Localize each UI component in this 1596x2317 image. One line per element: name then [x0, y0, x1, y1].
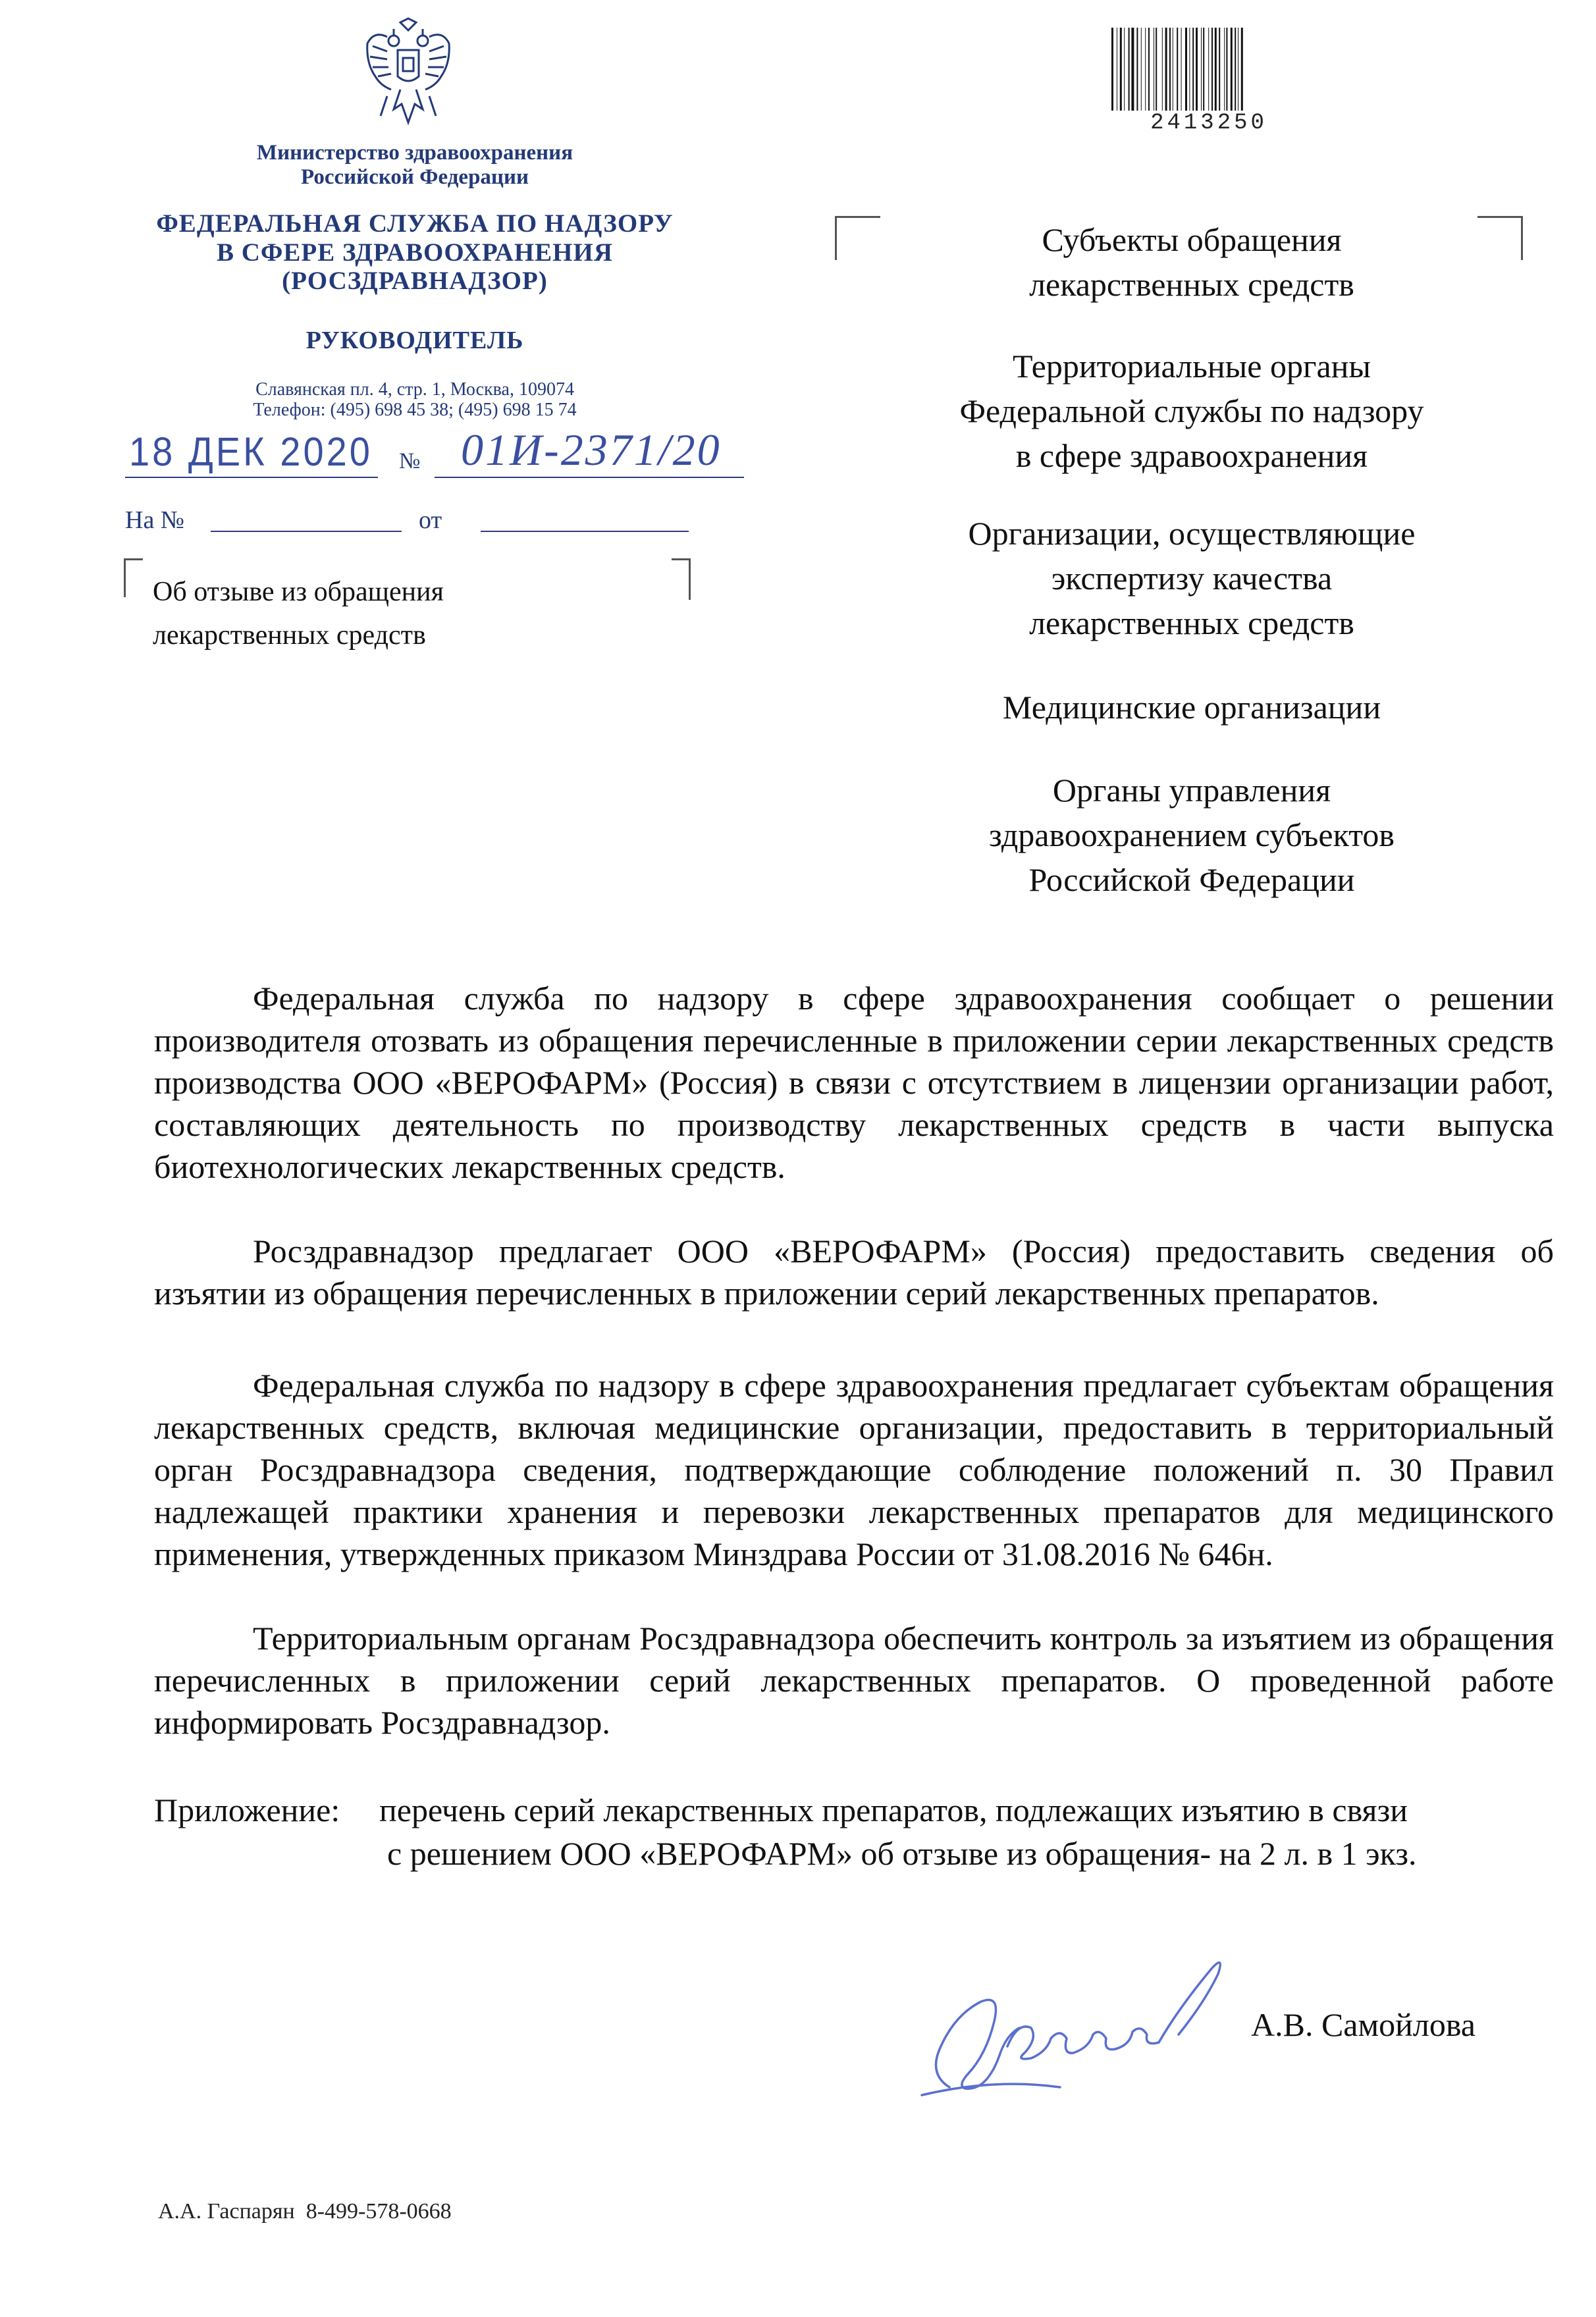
attachment-label: Приложение: — [154, 1792, 340, 1828]
barcode-bar — [1208, 28, 1209, 111]
barcode-bar — [1215, 28, 1217, 111]
subject-line-2: лекарственных средств — [153, 620, 426, 651]
barcode-bar — [1185, 28, 1187, 111]
barcode-bar — [1181, 28, 1182, 111]
addressee-2-line-1: Территориальные органы — [1012, 348, 1371, 385]
addressee-1-line-1: Субъекты обращения — [1042, 221, 1342, 258]
subject — [153, 570, 444, 658]
barcode-bar — [1162, 28, 1163, 111]
handwritten-signature — [902, 1923, 1271, 2114]
signer-name: А.В. Самойлова — [1251, 2006, 1476, 2043]
barcode-bar — [1124, 28, 1125, 111]
service-name — [119, 209, 711, 296]
phone-line: Телефон: (495) 698 45 38; (495) 698 15 74 — [253, 400, 577, 421]
attachment — [154, 1788, 1563, 1875]
registration-number: 01И-2371/20 — [461, 425, 722, 475]
barcode-bar — [1120, 28, 1122, 111]
date-underline — [125, 477, 378, 478]
barcode-bar — [1156, 28, 1157, 111]
addressee-4-line-1: Медицинские организации — [1002, 689, 1381, 726]
subject-bracket-right — [672, 558, 691, 600]
address-line: Славянская пл. 4, стр. 1, Москва, 109074 — [255, 379, 574, 400]
reply-to-label: На № — [125, 506, 185, 534]
attachment-line-2: с решением ООО «ВЕРОФАРМ» об отзыве из обращения- на 2 л. в 1 экз. — [387, 1835, 1417, 1872]
body-paragraph-1: Федеральная служба по надзору в сфере здравоохранения сообщает о решении производителя отозвать из обращения перечисленные в приложении серии лекарственных средств производства ООО «ВЕРОФАРМ» (Россия) в связи с отсутствием в лицензии организации работ, составляющих деятельность по производству лекарственных средств в части выпуска биотехнологических лекарственных средств. — [154, 980, 1554, 1185]
body-paragraph-2: Росздравнадзор предлагает ООО «ВЕРОФАРМ» (Россия) предоставить сведения об изъятии из обращения перечисленных в приложении серий лекарственных препаратов. — [154, 1233, 1554, 1312]
barcode-bar — [1177, 28, 1178, 111]
barcode-bar — [1235, 28, 1236, 111]
addressee-3-line-1: Организации, осуществляющие — [968, 515, 1416, 552]
addressee-5-line-3: Российской Федерации — [1028, 861, 1355, 898]
address-block — [119, 379, 711, 421]
reply-number-blank — [211, 531, 402, 532]
barcode-bar — [1196, 28, 1198, 111]
reply-date-blank — [481, 531, 689, 532]
barcode-bar — [1192, 28, 1194, 111]
barcode-bar — [1148, 28, 1150, 111]
barcode — [1109, 28, 1309, 111]
addressee-1 — [856, 217, 1528, 307]
barcode-bar — [1141, 28, 1142, 111]
addressee-5-line-2: здравоохранением субъектов — [988, 816, 1395, 853]
barcode-bar — [1145, 28, 1146, 111]
number-label: № — [399, 449, 421, 473]
subject-bracket-left — [124, 558, 143, 597]
coat-of-arms-emblem — [361, 17, 456, 129]
addressee-3 — [856, 511, 1528, 645]
addressee-4 — [856, 685, 1528, 730]
service-line-3: (РОСЗДРАВНАДЗОР) — [282, 267, 548, 296]
attachment-line-1: перечень серий лекарственных препаратов, подлежащих изъятию в связи — [379, 1792, 1408, 1828]
subject-line-1: Об отзыве из обращения — [153, 577, 444, 607]
barcode-bar — [1136, 28, 1138, 111]
head-title: РУКОВОДИТЕЛЬ — [306, 327, 524, 354]
executor-name: А.А. Гаспарян — [158, 2199, 295, 2224]
barcode-bar — [1226, 28, 1227, 111]
addressee-1-line-2: лекарственных средств — [1029, 266, 1354, 303]
addressee-5-line-1: Органы управления — [1052, 772, 1331, 809]
barcode-bar — [1165, 28, 1167, 111]
barcode-bar — [1203, 28, 1204, 111]
ministry-name — [119, 141, 711, 190]
barcode-bar — [1224, 28, 1225, 111]
date-stamp: 18 ДЕК 2020 — [129, 429, 373, 475]
reply-from-label: от — [419, 506, 442, 534]
addressee-2 — [856, 344, 1528, 478]
barcode-number: 2413250 — [1150, 111, 1267, 136]
body-paragraph-3: Федеральная служба по надзору в сфере здравоохранения предлагает субъектам обращения лекарственных средств, включая медицинские организации, предоставить в территориальный орган Росздравнадзора сведения, подтверждающие соблюдение положений п. 30 Правил надлежащей практики хранения и перевозки лекарственных препаратов для медицинского применения, утвержденных приказом Минздрава России от 31.08.2016 № 646н. — [154, 1367, 1554, 1572]
body-paragraph-4: Территориальным органам Росздравнадзора обеспечить контроль за изъятием из обращения перечисленных в приложении серий лекарственных препаратов. О проведенной работе информировать Росздравнадзор. — [154, 1620, 1554, 1741]
ministry-line-2: Российской Федерации — [301, 165, 529, 189]
barcode-bar — [1241, 28, 1243, 111]
service-line-2: В СФЕРЕ ЗДРАВООХРАНЕНИЯ — [216, 238, 614, 267]
addressee-3-line-2: экспертизу качества — [1051, 560, 1333, 597]
barcode-bar — [1231, 28, 1233, 111]
number-underline — [435, 477, 744, 478]
service-line-1: ФЕДЕРАЛЬНАЯ СЛУЖБА ПО НАДЗОРУ — [156, 209, 674, 238]
barcode-bar — [1111, 28, 1113, 111]
addressee-5 — [856, 768, 1528, 902]
barcode-bar — [1211, 28, 1213, 111]
addressee-2-line-2: Федеральной службы по надзору — [959, 392, 1424, 429]
barcode-bar — [1189, 28, 1190, 111]
barcode-bar — [1169, 28, 1171, 111]
barcode-bar — [1219, 28, 1220, 111]
ministry-line-1: Министерство здравоохранения — [256, 141, 573, 165]
executor-info — [158, 2199, 452, 2224]
addressee-2-line-3: в сфере здравоохранения — [1015, 437, 1368, 474]
barcode-bar — [1201, 28, 1202, 111]
executor-phone: 8-499-578-0668 — [306, 2199, 452, 2224]
barcode-bar — [1129, 28, 1130, 111]
barcode-bar — [1131, 28, 1134, 111]
addressee-3-line-3: лекарственных средств — [1029, 604, 1354, 641]
